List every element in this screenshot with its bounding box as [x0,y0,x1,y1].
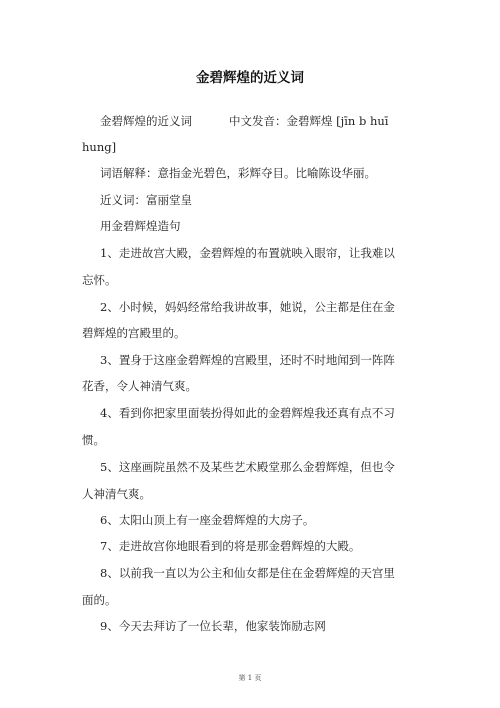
example-continuation [0,272,500,288]
synonym-line [0,192,500,208]
example-continuation [0,592,500,608]
example-text: 7、走进故宫你地眼看到的将是那金碧辉煌的大殿。 [100,539,361,553]
pinyin-intro: 中文发音：金碧辉煌 [jīn b huī [229,114,389,128]
example-text: 6、太阳山顶上有一座金碧辉煌的大房子。 [100,513,315,527]
example-text: 5、这座画院虽然不及某些艺术殿堂那么金碧辉煌，但也令 [100,460,395,474]
definition-text: 词语解释：意指金光碧色，彩辉夺目。比喻陈设华丽。 [100,166,376,180]
example-line [0,618,500,634]
example-line [0,565,500,581]
example-text: 花香，令人神清气爽。 [82,379,197,393]
synonym-text: 近义词：富丽堂皇 [100,193,192,207]
example-text: 8、以前我一直以为公主和仙女都是住在金碧辉煌的天宫里 [100,566,395,580]
page-number: 第 1 页 [238,674,262,682]
example-text: 面的。 [82,593,117,607]
example-line [0,459,500,475]
example-text: 4、看到你把家里面装扮得如此的金碧辉煌我还真有点不习 [100,406,395,420]
pinyin-tail-line [0,139,500,155]
example-continuation [0,486,500,502]
example-text: 9、今天去拜访了一位长辈，他家装饰励志网 [100,619,326,633]
example-text: 3、置身于这座金碧辉煌的宫殿里，还时不时地闻到一阵阵 [100,353,395,367]
example-text: 惯。 [82,433,105,447]
header-line [0,113,500,129]
term-label: 金碧辉煌的近义词 [100,114,192,128]
example-line [0,538,500,554]
example-continuation [0,325,500,341]
document-title: 金碧辉煌的近义词 [196,70,304,86]
example-text: 忘怀。 [82,273,117,287]
example-line [0,352,500,368]
example-text: 碧辉煌的宫殿里的。 [82,326,186,340]
example-line [0,512,500,528]
example-text: 人神清气爽。 [82,487,151,501]
example-line [0,405,500,421]
pinyin-tail: hung] [82,140,117,154]
examples-heading-line [0,218,500,234]
examples-heading: 用金碧辉煌造句 [100,219,181,233]
example-continuation [0,432,500,448]
example-text: 2、小时候，妈妈经常给我讲故事，她说，公主都是住在金 [100,300,395,314]
example-line [0,245,500,261]
example-continuation [0,378,500,394]
definition-line [0,165,500,181]
example-line [0,299,500,315]
example-text: 1、走进故宫大殿，金碧辉煌的布置就映入眼帘，让我难以 [100,246,395,260]
